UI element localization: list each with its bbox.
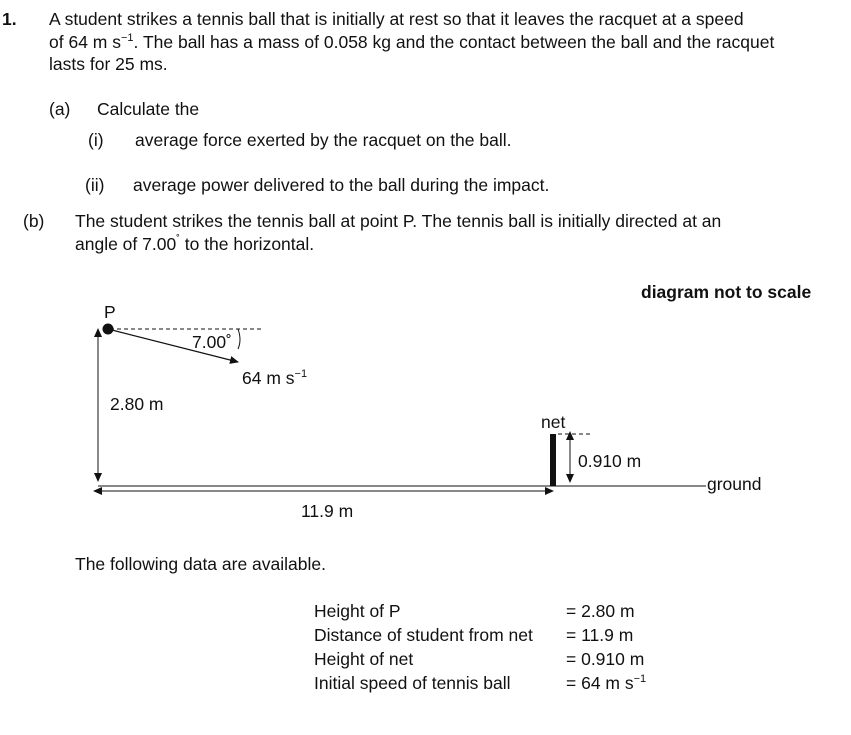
intro-line-1: A student strikes a tennis ball that is initially at rest so that it leaves the racquet at a speed (49, 9, 744, 29)
data-value-distance: = 11.9 m (566, 625, 634, 645)
net-label: net (541, 412, 566, 432)
intro-line-2-sup: −1 (120, 32, 134, 44)
ground-label: ground (707, 474, 762, 494)
part-a-text: Calculate the (97, 99, 200, 119)
part-a-i-text: average force exerted by the racquet on the ball. (135, 130, 512, 150)
data-row-distance (314, 623, 533, 647)
data-value-speed (566, 671, 646, 695)
data-value-speed-sup: −1 (633, 673, 647, 685)
data-row-net-height (314, 647, 413, 671)
data-intro: The following data are available. (75, 554, 326, 574)
distance-label: 11.9 m (301, 501, 354, 521)
intro-line-2-start: of 64 m s (49, 32, 121, 52)
data-value-height-p: = 2.80 m (566, 601, 635, 621)
diagram-note: diagram not to scale (641, 282, 812, 302)
data-row-name: Height of P (314, 601, 401, 621)
part-a-label: (a) (49, 99, 71, 119)
intro-line-2-end: . The ball has a mass of 0.058 kg and the contact between the ball and the racquet (133, 32, 775, 52)
angle-label: 7.00˚ (192, 332, 232, 352)
speed-label-sup: −1 (294, 368, 308, 380)
part-a-ii-text: average power delivered to the ball during the impact. (133, 175, 550, 195)
part-b-line-2-end: to the horizontal. (179, 234, 315, 254)
speed-label-value: 64 m s (242, 368, 295, 388)
question-number: 1. (2, 9, 17, 29)
data-row-name: Distance of student from net (314, 625, 533, 645)
point-p-label: P (104, 302, 116, 322)
net (550, 434, 556, 486)
tennis-ball (103, 324, 114, 335)
degree-symbol: ˚ (176, 234, 180, 246)
net-height-label: 0.910 m (578, 451, 642, 471)
part-b-line-2-start: angle of 7.00 (75, 234, 177, 254)
data-row-height-p (314, 599, 401, 623)
part-b-line-1: The student strikes the tennis ball at point P. The tennis ball is initially directed at an (75, 211, 722, 231)
angle-arc (238, 329, 240, 349)
part-b-label: (b) (23, 211, 45, 231)
intro-line-3: lasts for 25 ms. (49, 54, 168, 74)
part-a-i-label: (i) (88, 130, 104, 150)
data-row-name: Height of net (314, 649, 414, 669)
data-value-net-height: = 0.910 m (566, 649, 645, 669)
height-label: 2.80 m (110, 394, 164, 414)
data-row-name: Initial speed of tennis ball (314, 673, 511, 693)
data-row-speed (314, 671, 511, 695)
part-a-ii-label: (ii) (85, 175, 105, 195)
data-value-speed-text: = 64 m s (566, 673, 634, 693)
speed-label (242, 367, 307, 389)
